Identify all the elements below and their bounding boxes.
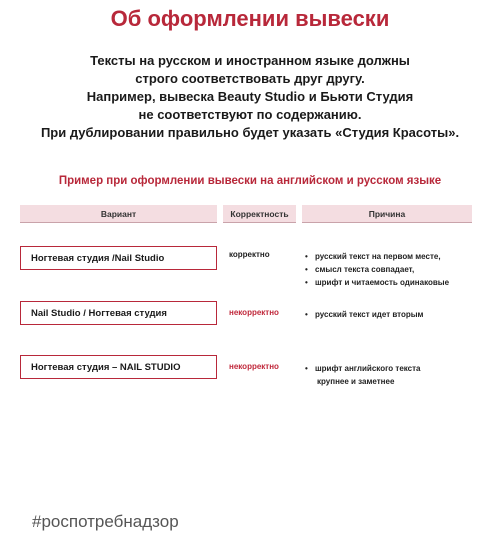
reason-item: • шрифт и читаемость одинаковые [305,278,450,287]
reason-item: крупнее и заметнее [317,377,395,386]
intro-line: не соответствуют по содержанию. [138,107,362,122]
hashtag: #роспотребнадзор [32,512,179,531]
header-variant: Вариант [20,205,217,223]
intro-line: Тексты на русском и иностранном языке должны [90,53,410,68]
status-incorrect: некорректно [229,308,279,317]
page-title: Об оформлении вывески [110,6,390,31]
variant-box: Nail Studio / Ногтевая студия [20,301,217,325]
reason-item: • смысл текста совпадает, [305,265,415,274]
variant-box: Ногтевая студия – NAIL STUDIO [20,355,217,379]
intro-line: строго соответствовать друг другу. [135,71,365,86]
intro-text [10,52,490,142]
variant-box: Ногтевая студия /Nail Studio [20,246,217,270]
status-incorrect: некорректно [229,362,279,371]
header-correctness: Корректность [223,205,296,223]
reason-item: • шрифт английского текста [305,364,421,373]
reason-list [305,362,421,388]
reason-item: • русский текст идет вторым [305,310,424,319]
intro-line: Например, вывеска Beauty Studio и Бьюти Студия [86,89,414,104]
reason-list [305,308,423,321]
reason-item: • русский текст на первом месте, [305,252,441,261]
intro-line: При дублировании правильно будет указать «Студия Красоты». [40,125,460,140]
reason-list [305,250,449,289]
header-reason: Причина [302,205,472,223]
section-subtitle: Пример при оформлении вывески на английском и русском языке [58,175,442,187]
status-correct: корректно [229,250,270,259]
